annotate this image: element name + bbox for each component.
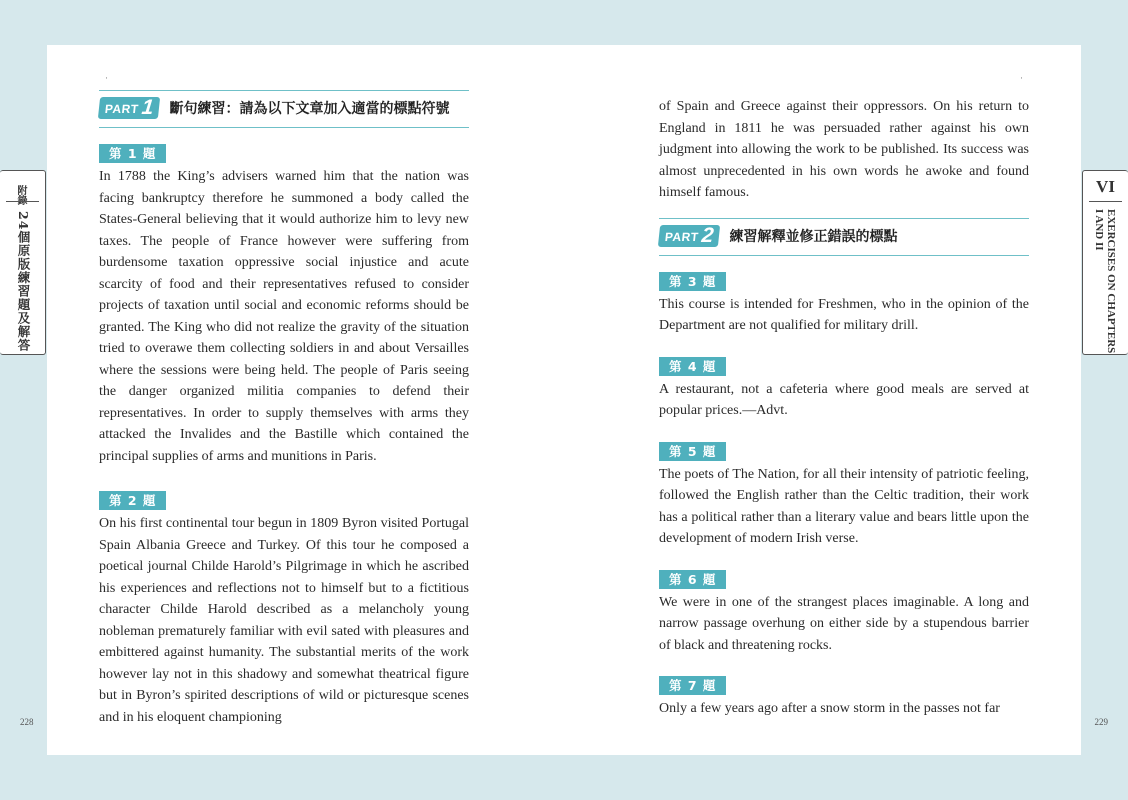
page-mark: ·	[105, 73, 108, 83]
question-6-label: 第 6 題	[659, 570, 726, 589]
question-3-text: This course is intended for Freshmen, who in the opinion of the Department are not qualified for military drill.	[659, 296, 1029, 333]
question-7-text: Only a few years ago after a snow storm in the passes not far	[659, 701, 1000, 716]
question-5-text: The poets of The Nation, for all their intensity of patriotic feeling, followed the English rather than the Celtic tradition, their work has a political rather than a literary value and bears little upon the development of modern Irish verse.	[659, 466, 1029, 546]
appendix-subtitle: 24個原版練習題及解答	[16, 211, 31, 352]
appendix-label: 附錄	[15, 185, 26, 205]
part1-badge-word: PART	[104, 102, 140, 116]
part2-badge-word: PART	[664, 229, 700, 244]
question-4-text: A restaurant, not a cafeteria where good meals are served at popular prices.—Advt.	[659, 381, 1029, 418]
right-column	[659, 96, 1029, 720]
part2-title: 練習解釋並修正錯誤的標點	[729, 228, 898, 245]
part1-badge	[98, 97, 161, 119]
question-7-label: 第 7 題	[659, 676, 726, 695]
tab-divider	[6, 201, 39, 202]
question-4-label: 第 4 題	[659, 357, 726, 376]
part1-title: 斷句練習：請為以下文章加入適當的標點符號	[169, 101, 450, 117]
page-number-right: 229	[1094, 717, 1108, 727]
tab-divider	[1089, 201, 1122, 202]
page-mark: ·	[1020, 73, 1023, 83]
part1-badge-number: 1	[140, 96, 155, 119]
page-number-left: 228	[20, 717, 34, 727]
question-3-label: 第 3 題	[659, 272, 726, 291]
question-1-text: In 1788 the King’s advisers warned him that the nation was facing bankruptcy therefore he summoned a body called the States-General believing that it would authorize him to levy new taxes. The people of France however were suffering from burdensome taxation oppressive social injustice and acute scarcity of food and their representatives refused to consider projects of taxation until social and economic reforms should be granted. The King who did not realize the gravity of the situation tried to overawe them collecting soldiers in and about Versailles where the sessions were being held. The people of Paris seeing the danger organized militia companies to defend their representatives. In order to supply themselves with arms they attacked the Invalides and the Bastille which contained the principal supplies of arms and munitions in Paris.	[99, 169, 469, 464]
part2-badge-number: 2	[700, 223, 715, 247]
question-2-text: On his first continental tour begun in 1809 Byron visited Portugal Spain Albania Greece and Turkey. Of this tour he composed a poetical journal Childe Harold’s Pilgrimage in which he ascribed his experiences and reflections not to himself but to a fictitious character Childe Harold described as a melancholy young nobleman prematurely familiar with evil sated with pleasures and embittered against humanity. The substantial merits of the work however lay not in this shadowy and somewhat theatrical figure but in Byron’s spirited descriptions of wild or picturesque scenes and in his eloquent championing	[99, 516, 469, 725]
chapter-tab-left	[0, 170, 46, 355]
question-6-text: We were in one of the strangest places imaginable. A long and narrow passage overhung on either side by a stupendous barrier of black and threatening rocks.	[659, 594, 1029, 653]
left-column	[99, 90, 469, 728]
chapter-tab-right	[1082, 170, 1128, 355]
part2-badge	[658, 225, 721, 247]
chapter-title-vertical: EXERCISES ON CHAPTERS I AND II	[1093, 209, 1117, 354]
question-2-label: 第 2 題	[99, 491, 166, 510]
question-2-continuation: of Spain and Greece against their oppressors. On his return to England in 1811 he was persuaded rather against his own judgment into allowing the work to be published. Its success was almost unprecedented in his own words he awoke and found himself famous.	[659, 99, 1029, 200]
part1-header	[99, 90, 469, 128]
part2-header	[659, 218, 1029, 256]
chapter-roman-numeral: VI	[1096, 177, 1115, 196]
question-5-label: 第 5 題	[659, 442, 726, 461]
question-1-label: 第 1 題	[99, 144, 166, 163]
